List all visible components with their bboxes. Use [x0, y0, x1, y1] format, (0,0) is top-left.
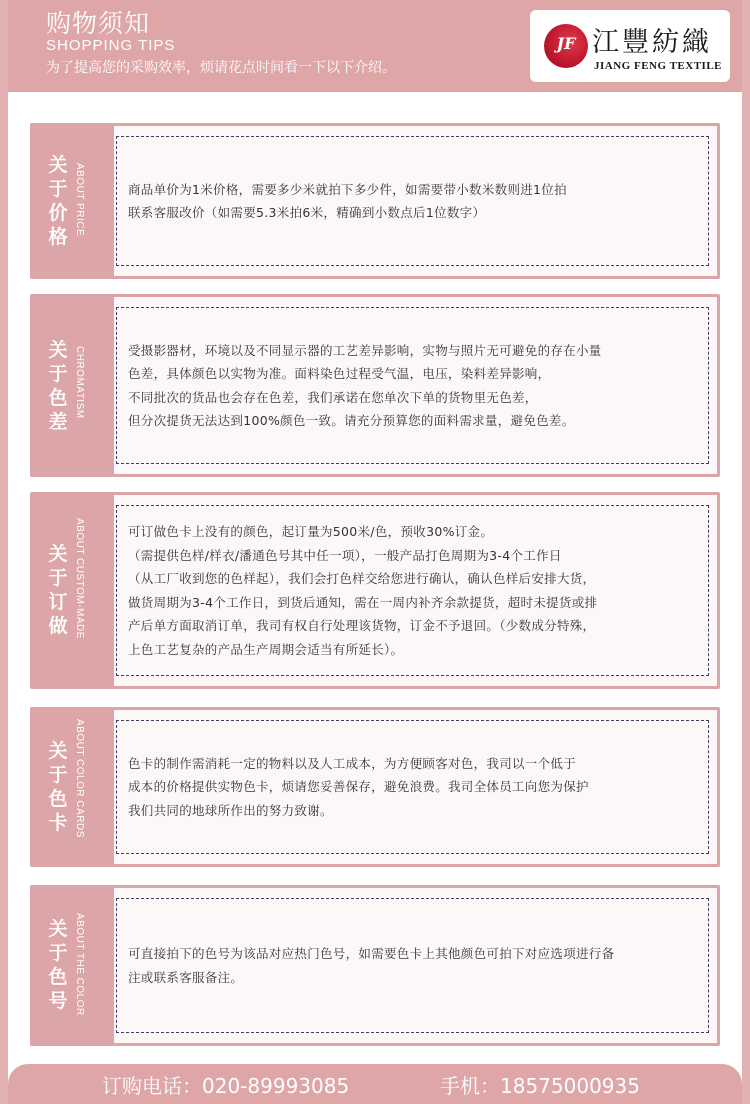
section-title-en: ABOUT PRICE [74, 163, 85, 237]
section-title-cn: 关 于 色 卡 [48, 740, 68, 834]
section-content: 色卡的制作需消耗一定的物料以及人工成本，为方便顾客对色，我司以一个低于 成本的价格提供实物色卡，烦请您妥善保存，避免浪费。我司全体员工向您为保护 我们共同的地球所作出的努力致谢。 [128, 755, 589, 818]
section-panel [114, 297, 717, 474]
brand-logo [530, 10, 730, 82]
section-content: 商品单价为1米价格，需要多少米就拍下多少件，如需要带小数米数则进1位拍 联系客服改价（如需要5.3米拍6米，精确到小数点后1位数字） [128, 181, 567, 220]
section-title-en: ABOUT COLOR CARDS [74, 719, 85, 838]
section-title-en: CHROMATISM [74, 346, 85, 419]
section-chromatism [30, 294, 720, 477]
page-subtitle: SHOPPING TIPS [46, 37, 176, 54]
section-title-en: ABOUT CUSTOM-MADE [74, 518, 85, 639]
section-title-cn: 关 于 订 做 [48, 543, 68, 637]
section-the-color [30, 885, 720, 1046]
section-custom-made [30, 492, 720, 689]
section-tab [30, 294, 114, 477]
section-content: 受摄影器材，环境以及不同显示器的工艺差异影响，实物与照片无可避免的存在小量 色差，具体颜色以实物为准。面料染色过程受气温，电压，染料差异影响， 不同批次的货品也会存在色差，我们承诺在您单次下单的货物里无色差， 但分次提货无法达到100%颜色一致。请充分预算您的面料需求量，避免色差。 [128, 342, 602, 428]
section-title-cn: 关 于 色 差 [48, 339, 68, 433]
page-description: 为了提高您的采购效率，烦请花点时间看一下以下介绍。 [46, 60, 396, 76]
section-title-en: ABOUT THE COLOR [74, 913, 85, 1016]
section-panel [114, 126, 717, 276]
section-content: 可订做色卡上没有的颜色，起订量为500米/色，预收30%订金。 （需提供色样/样衣/潘通色号其中任一项），一般产品打色周期为3-4个工作日 （从工厂收到您的色样起），我们会打色样交给您进行确认，确认色样后安排大货， 做货周期为3-4个工作日，到货后通知，需在一周内补齐余款提货，超时未提货或排 产后单方面取消订单，我司有权自行处理该货物，订金不予退回。（少数成分特殊， 上色工艺复杂的产品生产周期会适当有所延长）。 [128, 524, 598, 657]
order-phone: 订购电话：020-89993085 [102, 1074, 350, 1098]
section-content: 可直接拍下的色号为该品对应热门色号，如需要色卡上其他颜色可拍下对应选项进行备 注或联系客服备注。 [128, 946, 615, 985]
section-color-cards [30, 707, 720, 867]
brand-name-en: JIANG FENG TEXTILE [594, 60, 722, 72]
section-panel [114, 888, 717, 1043]
page-header [8, 0, 742, 92]
section-tab [30, 885, 114, 1046]
section-title-cn: 关 于 价 格 [48, 154, 68, 248]
jf-logo-icon: JF [544, 24, 588, 68]
page-title: 购物须知 [46, 9, 151, 38]
section-tab [30, 707, 114, 867]
section-title-cn: 关 于 色 号 [48, 918, 68, 1012]
brand-name-cn: 江豐紡織 [592, 27, 712, 58]
section-panel [114, 710, 717, 864]
section-panel [114, 495, 717, 686]
section-tab [30, 123, 114, 279]
mobile-phone: 手机：18575000935 [440, 1074, 640, 1098]
section-tab [30, 492, 114, 689]
section-price [30, 123, 720, 279]
page-footer [8, 1064, 742, 1104]
